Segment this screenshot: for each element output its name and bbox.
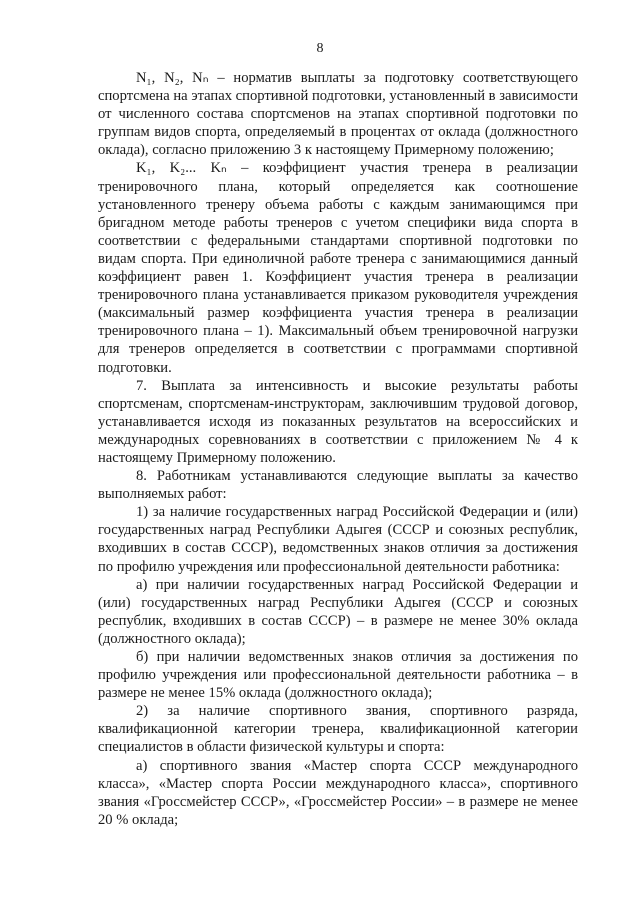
paragraph-subitem-1a: а) при наличии государственных наград Российской Федерации и (или) государственных наград Республики Адыгея (СССР и союзных республик, входивших в состав СССР) – в размере не менее 30% оклада (должностного оклада); [98,576,578,647]
page-number: 8 [316,41,324,56]
paragraph-subitem-2a: а) спортивного звания «Мастер спорта СССР международного класса», «Мастер спорта России международного класса», спортивного звания «Гроссмейстер СССР», «Гроссмейстер России» – в размере не менее 20 % оклада; [98,757,578,828]
paragraph-n-norm: N₁, N₂, Nₙ – норматив выплаты за подготовку соответствующего спортсмена на этапах спортивной подготовки, установленный в зависимости от численного состава спортсменов на этапах спортивной подготовки по группам видов спорта, определяемый в процентах от оклада (должностного оклада), согласно приложению 3 к настоящему Примерному положению; [98,70,578,159]
paragraph-subitem-1: 1) за наличие государственных наград Российской Федерации и (или) государственных наград Республики Адыгея (СССР и союзных республик, входивших в состав СССР), ведомственных знаков отличия за достижения по профилю учреждения или профессиональной деятельности работника: [98,504,578,575]
paragraph-subitem-1b: б) при наличии ведомственных знаков отличия за достижения по профилю учреждения или профессиональной деятельности работника – в размере не менее 15% оклада (должностного оклада); [98,649,578,702]
paragraph-item-7: 7. Выплата за интенсивность и высокие результаты работы спортсменам, спортсменам-инструкторам, заключившим трудовой договор, устанавливается исходя из показанных результатов на всероссийских и международных соревнованиях в соответствии с приложением № 4 к настоящему Примерному положению. [98,377,578,466]
paragraph-subitem-2: 2) за наличие спортивного звания, спортивного разряда, квалификационной категории тренера, квалификационной категории специалистов в области физической культуры и спорта: [98,703,578,756]
paragraph-item-8: 8. Работникам устанавливаются следующие выплаты за качество выполняемых работ: [98,468,578,503]
body-text [98,69,578,829]
paragraph-k-coefficient: K₁, K₂... Kₙ – коэффициент участия тренера в реализации тренировочного плана, который определяется как соотношение установленного тренеру объема работы с каждым занимающимся при бригадном методе работы тренеров с учетом специфики вида спорта в соответствии с федеральными стандартами спортивной подготовки по видам спорта. При единоличной работе тренера с занимающимися данный коэффициент равен 1. Коэффициент участия тренера в реализации тренировочного плана устанавливается приказом руководителя учреждения (максимальный размер коэффициента участия тренера в реализации тренировочного плана – 1). Максимальный объем тренировочной нагрузки для тренеров определяется в соответствии с программами спортивной подготовки. [98,160,578,376]
